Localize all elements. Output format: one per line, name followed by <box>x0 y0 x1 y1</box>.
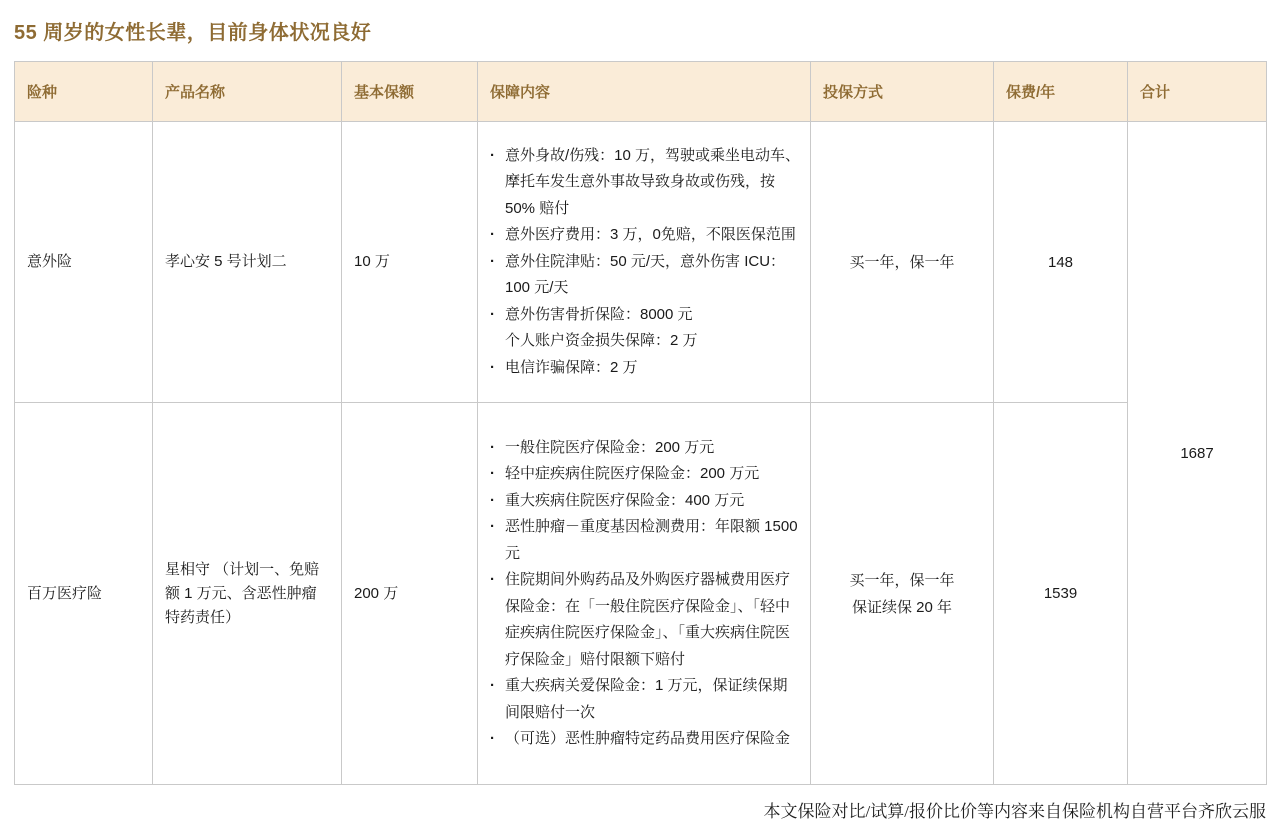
coverage-content-cell <box>478 403 811 785</box>
coverage-item: · 意外住院津贴：50 元/天，意外伤害 ICU：100 元/天 <box>488 249 802 302</box>
premium-cell: 1539 <box>994 403 1128 785</box>
product-name-cell: 孝心安 5 号计划二 <box>153 122 342 403</box>
column-header-coverage: 保障内容 <box>478 62 811 122</box>
coverage-item: · 电信诈骗保障：2 万 <box>488 355 802 382</box>
column-header-insurance-type: 险种 <box>15 62 153 122</box>
application-method-line: 买一年，保一年 <box>849 571 955 589</box>
premium-cell: 148 <box>994 122 1128 403</box>
coverage-item: · （可选）恶性肿瘤特定药品费用医疗保险金 <box>488 726 802 753</box>
coverage-item: · 一般住院医疗保险金：200 万元 <box>488 435 802 462</box>
application-method-cell <box>811 122 994 403</box>
coverage-item: · 意外伤害骨折保险：8000 元 <box>488 302 802 329</box>
coverage-item: 个人账户资金损失保障：2 万 <box>505 332 698 350</box>
coverage-list <box>488 435 802 753</box>
coverage-content-cell <box>478 122 811 403</box>
column-header-product-name: 产品名称 <box>153 62 342 122</box>
application-method-line: 保证续保 20 年 <box>851 598 953 616</box>
base-amount-cell: 200 万 <box>342 403 478 785</box>
footer-note: 本文保险对比/试算/报价比价等内容来自保险机构自营平台齐欣云服 <box>763 802 1266 821</box>
coverage-list <box>488 143 802 382</box>
table-header-row <box>15 62 1267 122</box>
coverage-item: · 意外医疗费用：3 万，0免赔，不限医保范围 <box>488 222 802 249</box>
base-amount-cell: 10 万 <box>342 122 478 403</box>
application-method-cell <box>811 403 994 785</box>
column-header-premium-per-year: 保费/年 <box>994 62 1128 122</box>
coverage-item: · 意外身故/伤残：10 万，驾驶或乘坐电动车、摩托车发生意外事故导致身故或伤残，按 50% 赔付 <box>488 143 802 223</box>
insurance-type-cell: 百万医疗险 <box>15 403 153 785</box>
insurance-type-cell: 意外险 <box>15 122 153 403</box>
total-cell: 1687 <box>1128 122 1267 785</box>
table-row <box>15 403 1267 785</box>
coverage-item: · 轻中症疾病住院医疗保险金：200 万元 <box>488 461 802 488</box>
insurance-compare-table <box>14 61 1267 785</box>
coverage-item: · 重大疾病住院医疗保险金：400 万元 <box>488 488 802 515</box>
coverage-item: · 住院期间外购药品及外购医疗器械费用医疗保险金：在「一般住院医疗保险金」、「轻中症疾病住院医疗保险金」、「重大疾病住院医疗保险金」赔付限额下赔付 <box>488 567 802 673</box>
application-method-line: 买一年，保一年 <box>849 253 955 271</box>
column-header-total: 合计 <box>1128 62 1267 122</box>
page-title: 55 周岁的女性长辈，目前身体状况良好 <box>14 22 372 44</box>
product-name-cell: 星相守 （计划一、免赔额 1 万元、含恶性肿瘤特药责任） <box>153 403 342 785</box>
table-row <box>15 122 1267 403</box>
coverage-item: · 重大疾病关爱保险金：1 万元，保证续保期间限赔付一次 <box>488 673 802 726</box>
column-header-base-amount: 基本保额 <box>342 62 478 122</box>
coverage-item: · 恶性肿瘤－重度基因检测费用：年限额 1500 元 <box>488 514 802 567</box>
column-header-application-method: 投保方式 <box>811 62 994 122</box>
